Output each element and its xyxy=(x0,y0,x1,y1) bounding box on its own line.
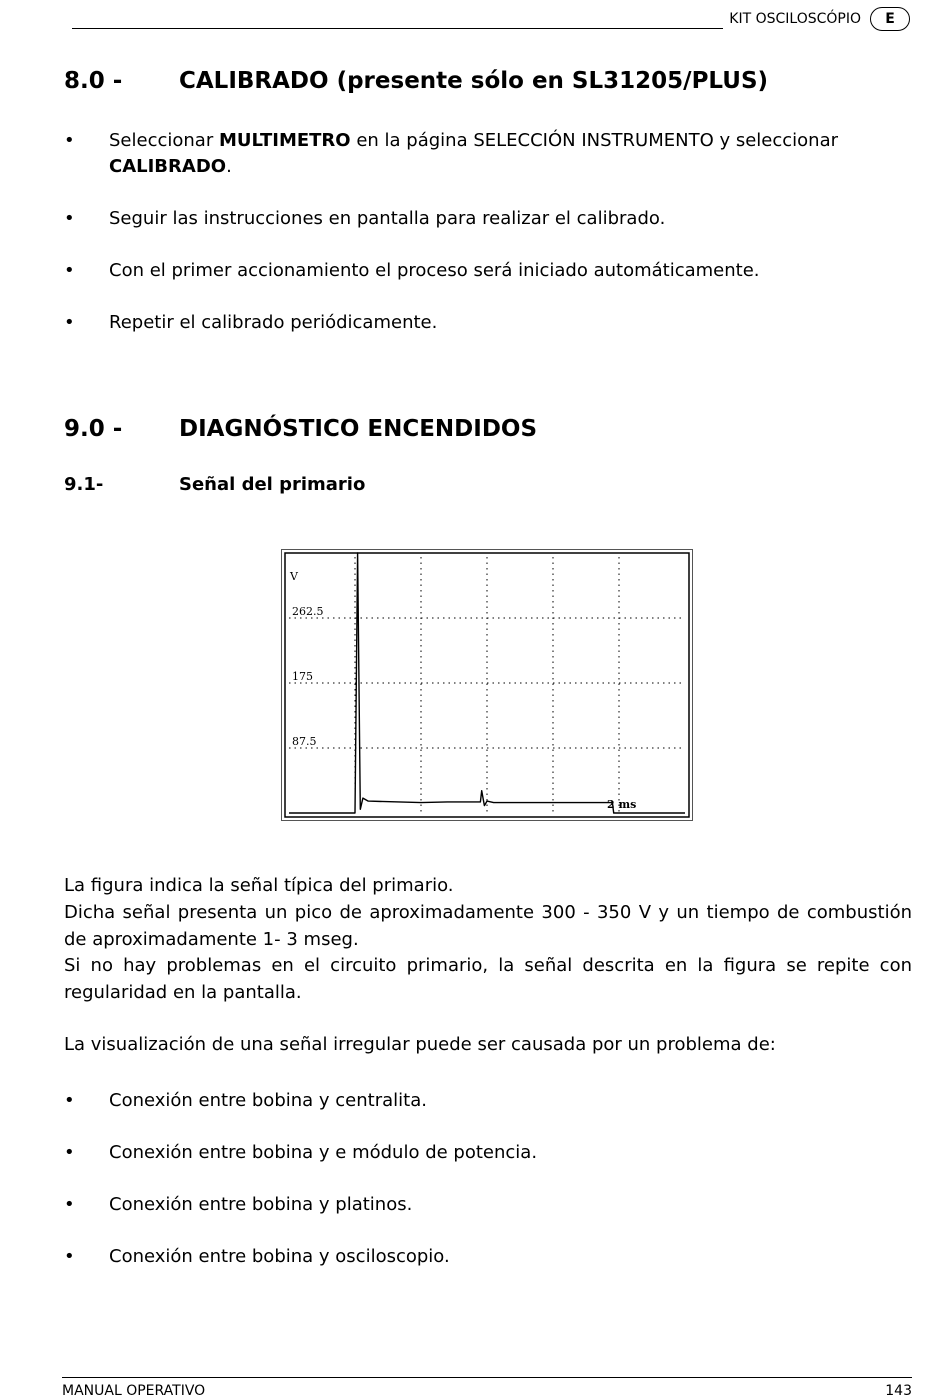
bullet-icon: • xyxy=(64,130,75,151)
header-rule xyxy=(72,10,723,29)
section-8-number: 8.0 - xyxy=(64,68,123,94)
section-9-1-title: Señal del primario xyxy=(179,474,366,495)
bullet-icon: • xyxy=(64,260,75,281)
y-axis-label: V xyxy=(290,570,298,583)
list-item-text: Seleccionar MULTIMETRO en la página SELECCIÓN INSTRUMENTO y seleccionar CALIBRADO. xyxy=(109,130,839,177)
section-9-title: DIAGNÓSTICO ENCENDIDOS xyxy=(179,416,538,442)
bullet-icon: • xyxy=(64,1090,75,1111)
section-8-title: CALIBRADO (presente sólo en SL31205/PLUS) xyxy=(179,68,769,94)
list-item xyxy=(64,1192,912,1218)
page-header xyxy=(72,6,910,32)
list-item xyxy=(64,1244,912,1270)
bullet-icon: • xyxy=(64,312,75,333)
bullet-icon: • xyxy=(64,1246,75,1267)
section-9-1-number: 9.1- xyxy=(64,474,104,495)
list-item-text: Conexión entre bobina y e módulo de potencia. xyxy=(109,1142,538,1163)
list-item xyxy=(64,206,912,232)
oscilloscope-chart xyxy=(281,549,693,821)
y-tick-label: 175 xyxy=(292,670,313,683)
list-item-text: Conexión entre bobina y centralita. xyxy=(109,1090,427,1111)
paragraph: La visualización de una señal irregular puede ser causada por un problema de: xyxy=(64,1034,776,1055)
list-item xyxy=(64,310,912,336)
paragraph: Si no hay problemas en el circuito primario, la señal descrita en la figura se repite con regularidad en la pantalla. xyxy=(64,955,912,1003)
header-title: KIT OSCILOSCÓPIO xyxy=(729,11,861,27)
language-badge: E xyxy=(870,7,910,31)
bullet-icon: • xyxy=(64,208,75,229)
footer-title: MANUAL OPERATIVO xyxy=(62,1383,206,1399)
paragraph: La figura indica la señal típica del primario. xyxy=(64,875,454,896)
list-item xyxy=(64,1140,912,1166)
section-8-heading xyxy=(64,68,768,94)
list-item-text: Repetir el calibrado periódicamente. xyxy=(109,312,438,333)
paragraph: Dicha señal presenta un pico de aproximadamente 300 - 350 V y un tiempo de combustión de aproximadamente 1- 3 mseg. xyxy=(64,902,912,950)
y-tick-label: 87.5 xyxy=(292,735,317,748)
time-scale-label: 2 ms xyxy=(607,798,637,811)
list-item-text: Con el primer accionamiento el proceso será iniciado automáticamente. xyxy=(109,260,760,281)
y-tick-label: 262.5 xyxy=(292,605,324,618)
page-number: 143 xyxy=(885,1383,912,1399)
list-item xyxy=(64,258,912,284)
list-item xyxy=(64,128,912,180)
section-9-1-heading xyxy=(64,474,365,495)
list-item-text: Seguir las instrucciones en pantalla para realizar el calibrado. xyxy=(109,208,666,229)
list-item-text: Conexión entre bobina y platinos. xyxy=(109,1194,413,1215)
bullet-icon: • xyxy=(64,1142,75,1163)
page-footer xyxy=(62,1377,912,1399)
section-9-heading xyxy=(64,416,537,442)
list-item xyxy=(64,1088,912,1114)
bullet-icon: • xyxy=(64,1194,75,1215)
section-9-number: 9.0 - xyxy=(64,416,123,442)
list-item-text: Conexión entre bobina y osciloscopio. xyxy=(109,1246,450,1267)
